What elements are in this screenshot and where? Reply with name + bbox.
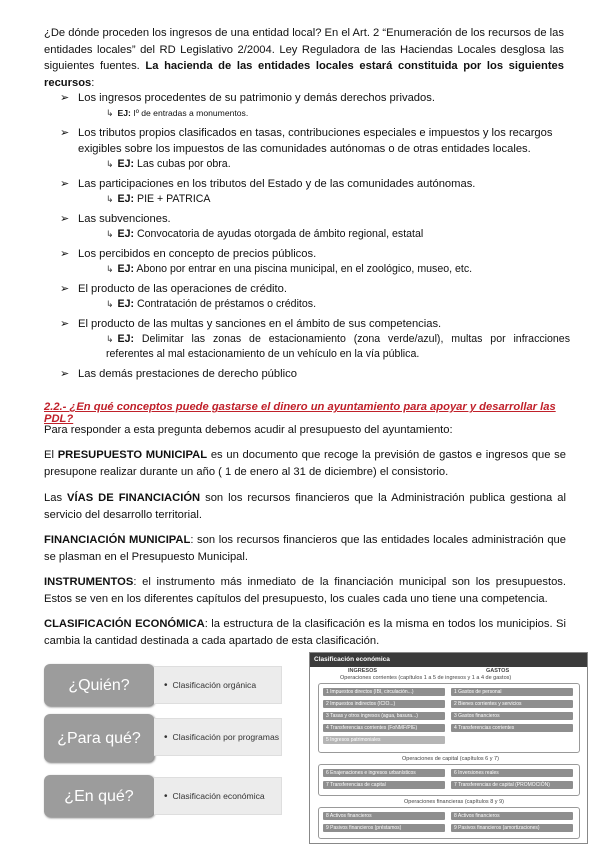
text: Las <box>44 492 68 504</box>
example-line <box>78 192 570 207</box>
item-text: Las subvenciones. <box>78 213 171 225</box>
intro-bold-text: La hacienda de las entidades locales estará constituida por los siguientes recursos <box>44 60 564 89</box>
table-cell: 6 Enajenaciones e ingresos urbanísticos <box>323 769 445 777</box>
return-arrow-icon: ↳ <box>106 194 114 204</box>
ej-label: EJ: <box>117 263 135 275</box>
label-text: Clasificación orgánica <box>172 680 257 690</box>
list-item <box>60 366 570 382</box>
financial-ops-title: Operaciones financieras (capítulos 8 y 9) <box>404 799 504 805</box>
list-item <box>60 316 570 362</box>
diagram-label <box>154 718 282 756</box>
capital-ops-box <box>318 764 580 796</box>
table-cell: 3 Tasas y otros ingresos (agua, basura...) <box>323 712 445 720</box>
table-cell: 8 Activos financieros <box>323 812 445 820</box>
term: VÍAS DE FINANCIACIÓN <box>67 492 201 504</box>
table-cell: 3 Gastos financieros <box>451 712 573 720</box>
arrow-bullet-icon: ➢ <box>60 178 70 190</box>
term: PRESUPUESTO MUNICIPAL <box>57 449 208 461</box>
return-arrow-icon: ↳ <box>106 264 114 274</box>
item-text: Las participaciones en los tributos del Estado y de las comunidades autónomas. <box>78 178 476 190</box>
bullet-icon: • <box>164 731 168 743</box>
current-ops-box <box>318 683 580 753</box>
ej-text: PIE + PATRICA <box>137 193 211 205</box>
example-line <box>78 227 570 242</box>
table-cell: 5 Ingresos patrimoniales <box>323 736 445 744</box>
example-line <box>78 262 570 277</box>
question-box-en-que: ¿En qué? <box>44 775 154 817</box>
return-arrow-icon: ↳ <box>106 108 114 118</box>
list-item <box>60 90 570 121</box>
ej-text: Delimitar las zonas de estacionamiento (zona verde/azul), multas por infracciones referentes al mal estacionamiento de un vehículo en la vía pública. <box>106 333 570 360</box>
arrow-bullet-icon: ➢ <box>60 213 70 225</box>
table-title: Clasificación económica <box>310 653 587 667</box>
economic-classification-table <box>309 652 588 844</box>
text: es un documento que recoge la previsión de gastos e ingresos que se presupone realizar durante un año ( 1 de enero al 31 de diciembre) el consistorio. <box>44 449 566 478</box>
table-cell: 4 Transferencias corrientes (FoNMF/PIE) <box>323 724 445 732</box>
question-box-quien: ¿Quién? <box>44 664 154 706</box>
table-cell: 9 Pasivos financieros (amortizaciones) <box>451 824 573 832</box>
current-ops-title: Operaciones corrientes (capítulos 1 a 5 de ingresos y 1 a 4 de gastos) <box>340 675 512 681</box>
table-cell: 2 Bienes corrientes y servicios <box>451 700 573 708</box>
ej-label: EJ: <box>117 108 131 118</box>
arrow-bullet-icon: ➢ <box>60 368 70 380</box>
bullet-icon: • <box>164 790 168 802</box>
bullet-icon: • <box>164 679 168 691</box>
paragraph-vias <box>44 490 566 523</box>
term: CLASIFICACIÓN ECONÓMICA <box>44 618 205 630</box>
ej-text: Iº de entradas a monumentos. <box>133 108 249 118</box>
paragraph-clasificacion <box>44 616 566 649</box>
arrow-bullet-icon: ➢ <box>60 318 70 330</box>
term: INSTRUMENTOS <box>44 576 134 588</box>
arrow-bullet-icon: ➢ <box>60 92 70 104</box>
paragraph-instrumentos <box>44 574 566 607</box>
text: : la estructura de la clasificación es la misma en todos los municipios. Si cambia la cantidad destinada a cada apartado de esta clasificación. <box>44 618 566 647</box>
intro-text: ¿De dónde proceden los ingresos de una entidad local? En el Art. 2 “Enumeración de los recursos de las entidades locales” del RD Legislativo 2/2004. Ley Reguladora de las Haciendas Locales desglosa las siguientes fuentes. <box>44 27 564 72</box>
paragraph-financiacion <box>44 532 566 565</box>
example-line <box>78 297 570 312</box>
text: : el instrumento más inmediato de la financiación municipal son los presupuestos. Estos se ven en los diferentes capítulos del presupuesto, los cuales cada uno tiene una competencia. <box>44 576 566 605</box>
ej-label: EJ: <box>117 333 135 345</box>
return-arrow-icon: ↳ <box>106 159 114 169</box>
col-expense: GASTOS <box>486 668 510 674</box>
label-text: Clasificación económica <box>172 791 265 801</box>
text: El <box>44 449 58 461</box>
return-arrow-icon: ↳ <box>106 334 114 344</box>
example-line <box>78 332 570 362</box>
table-cell: 6 Inversiones reales <box>451 769 573 777</box>
col-income: INGRESOS <box>348 668 378 674</box>
table-cell: 8 Activos financieros <box>451 812 573 820</box>
label-text: Clasificación por programas <box>172 732 280 742</box>
arrow-bullet-icon: ➢ <box>60 248 70 260</box>
capital-ops-title: Operaciones de capital (capítulos 6 y 7) <box>402 756 499 762</box>
list-item <box>60 211 570 242</box>
diagram-label <box>154 777 282 815</box>
example-line <box>78 157 570 172</box>
example-line <box>78 106 570 121</box>
table-cell: 4 Transferencias corrientes <box>451 724 573 732</box>
section-heading: 2.2.- ¿En qué conceptos puede gastarse el dinero un ayuntamiento para apoyar y desarrollar las PDL? <box>44 401 556 425</box>
diagram-label <box>154 666 282 704</box>
ej-label: EJ: <box>117 158 135 170</box>
return-arrow-icon: ↳ <box>106 229 114 239</box>
list-item <box>60 246 570 277</box>
text: : son los recursos financieros que las entidades locales administración que se plasman en el Presupuesto Municipal. <box>44 534 566 563</box>
item-text: Los ingresos procedentes de su patrimonio y demás derechos privados. <box>78 92 435 104</box>
intro-paragraph <box>44 25 564 91</box>
question-box-para-que: ¿Para qué? <box>44 714 154 762</box>
paragraph-intro: Para responder a esta pregunta debemos acudir al presupuesto del ayuntamiento: <box>44 424 453 436</box>
table-cell: 7 Transferencias de capital <box>323 781 445 789</box>
item-text: Los tributos propios clasificados en tasas, contribuciones especiales e impuestos y los recargos exigibles sobre los impuestos de las comunidades autónomas o de otras entidades locales. <box>78 127 553 155</box>
arrow-bullet-icon: ➢ <box>60 283 70 295</box>
return-arrow-icon: ↳ <box>106 299 114 309</box>
table-cell: 9 Pasivos financieros (préstamos) <box>323 824 445 832</box>
table-cell: 7 Transferencias de capital (PROMOCIÓN) <box>451 781 573 789</box>
list-item <box>60 125 570 172</box>
ej-text: Convocatoria de ayudas otorgada de ámbito regional, estatal <box>137 228 424 240</box>
ej-text: Las cubas por obra. <box>137 158 231 170</box>
intro-end: : <box>91 76 95 89</box>
arrow-bullet-icon: ➢ <box>60 127 70 139</box>
list-item <box>60 176 570 207</box>
ej-text: Contratación de préstamos o créditos. <box>137 298 317 310</box>
resources-list <box>60 90 570 386</box>
ej-label: EJ: <box>117 193 135 205</box>
ej-text: Abono por entrar en una piscina municipal, en el zoológico, museo, etc. <box>136 263 473 275</box>
table-cell: 1 Gastos de personal <box>451 688 573 696</box>
table-cell: 2 Impuestos indirectos (ICIO...) <box>323 700 445 708</box>
item-text: Las demás prestaciones de derecho público <box>78 368 297 380</box>
table-cell: 1 Impuestos directos (IBI, circulación...) <box>323 688 445 696</box>
term: FINANCIACIÓN MUNICIPAL <box>44 534 191 546</box>
ej-label: EJ: <box>117 228 135 240</box>
item-text: Los percibidos en concepto de precios públicos. <box>78 248 317 260</box>
item-text: El producto de las multas y sanciones en el ámbito de sus competencias. <box>78 318 442 330</box>
list-item <box>60 281 570 312</box>
financial-ops-box <box>318 807 580 839</box>
paragraph-presupuesto <box>44 447 566 480</box>
ej-label: EJ: <box>117 298 135 310</box>
item-text: El producto de las operaciones de crédito. <box>78 283 287 295</box>
text: son los recursos financieros que la Administración publica gestiona al servicio del desarrollo territorial. <box>44 492 566 521</box>
